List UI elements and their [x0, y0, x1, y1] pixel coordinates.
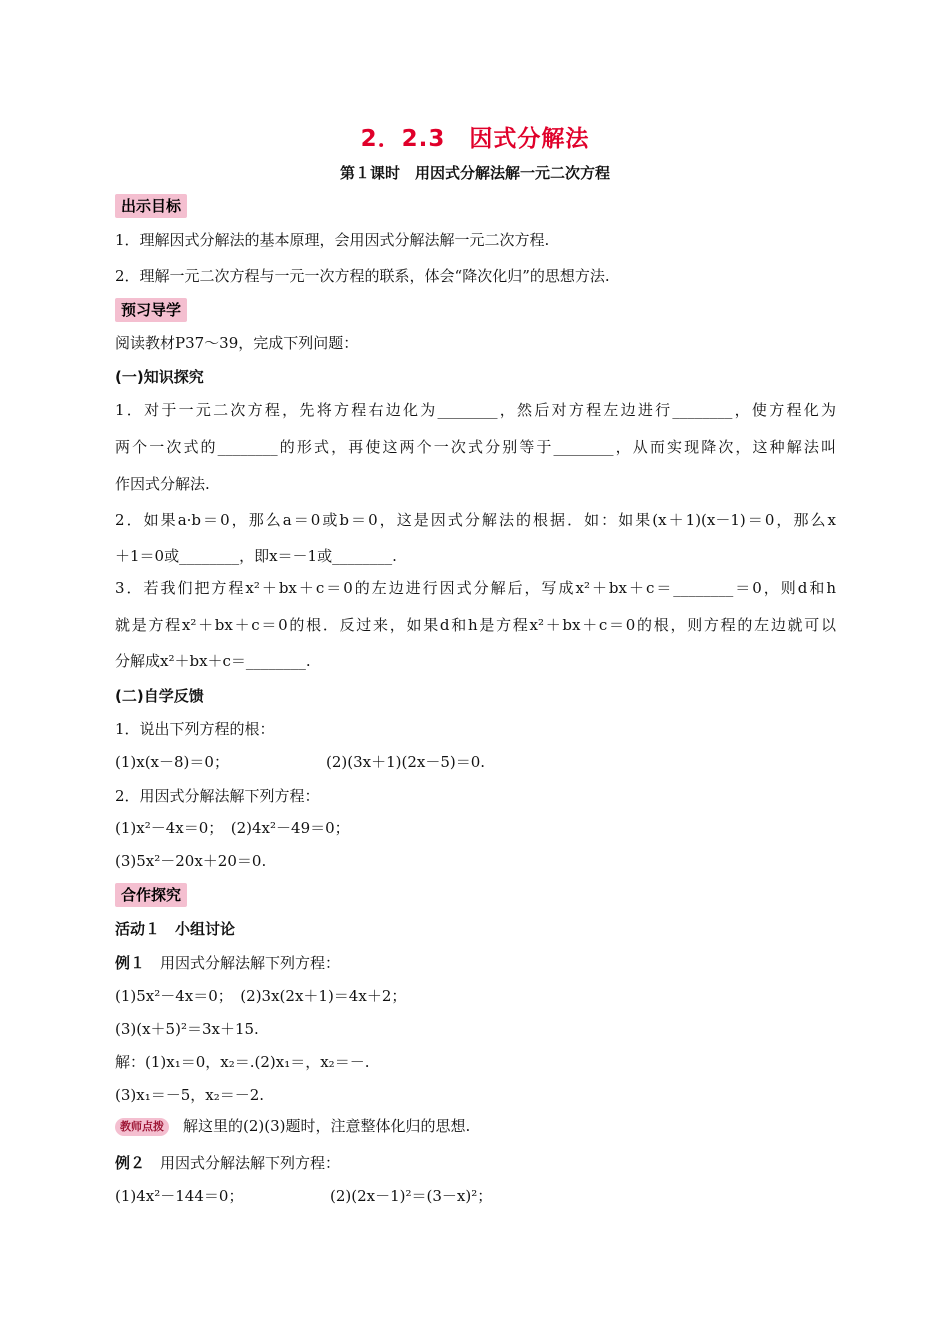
page-title: 2．2.3 因式分解法 [360, 126, 590, 152]
knowledge-q1-line: 作因式分解法. [115, 475, 210, 493]
feedback-heading: (二)自学反馈 [115, 687, 204, 705]
feedback-q2: 2．用因式分解法解下列方程： [115, 787, 320, 805]
example-2-a: (1)4x²－144＝0； [115, 1187, 244, 1205]
example-2-b: (2)(2x－1)²＝(3－x)²； [330, 1187, 493, 1205]
feedback-q2-a: (1)x²－4x＝0； (2)4x²－49＝0； [115, 819, 350, 837]
feedback-q1-a: (1)x(x－8)＝0； [115, 753, 229, 771]
knowledge-q3-line: 3．若我们把方程x²＋bx＋c＝0的左边进行因式分解后，写成x²＋bx＋c＝________＝0，则d和h [115, 579, 836, 597]
knowledge-heading: (一)知识探究 [115, 368, 204, 386]
feedback-q1-b: (2)(3x＋1)(2x－5)＝0. [326, 753, 486, 771]
example-2-text: 用因式分解法解下列方程： [145, 1154, 341, 1172]
goal-item: 2．理解一元二次方程与一元一次方程的联系，体会“降次化归”的思想方法. [115, 267, 610, 285]
knowledge-q3-line: 就是方程x²＋bx＋c＝0的根．反过来，如果d和h是方程x²＋bx＋c＝0的根，则方程的左边就可以 [115, 616, 836, 634]
feedback-q1: 1．说出下列方程的根： [115, 720, 275, 738]
example-2 [115, 1153, 340, 1173]
example-1 [115, 953, 340, 973]
example-1-b: (3)(x＋5)²＝3x＋15. [115, 1020, 259, 1038]
example-2-label: 例２ [115, 1154, 146, 1172]
example-1-text: 用因式分解法解下列方程： [145, 954, 341, 972]
feedback-q2-b: (3)5x²－20x＋20＝0. [115, 852, 267, 870]
coop-badge: 合作探究 [115, 883, 187, 907]
teacher-tip-badge: 教师点拨 [115, 1118, 169, 1136]
goals-badge: 出示目标 [115, 194, 187, 218]
example-1-a: (1)5x²－4x＝0； (2)3x(2x＋1)＝4x＋2； [115, 987, 407, 1005]
teacher-tip [115, 1116, 470, 1136]
activity-heading: 活动１ 小组讨论 [115, 920, 236, 938]
knowledge-q2-line: 2．如果a·b＝0，那么a＝0或b＝0，这是因式分解法的根据．如：如果(x＋1)(x－1)＝0，那么x [115, 511, 836, 529]
solution-line: (3)x₁＝－5，x₂＝－2. [115, 1086, 265, 1104]
knowledge-q2-line: ＋1＝0或________，即x＝－1或________. [115, 547, 397, 565]
knowledge-q1-line: 1．对于一元二次方程，先将方程右边化为________，然后对方程左边进行________，使方程化为 [115, 401, 836, 419]
knowledge-q3-line: 分解成x²＋bx＋c＝________. [115, 652, 311, 670]
lesson-subtitle: 第１课时 用因式分解法解一元二次方程 [339, 164, 610, 182]
solution-line: 解：(1)x₁＝0，x₂＝.(2)x₁＝，x₂＝－. [115, 1053, 370, 1071]
goal-item: 1．理解因式分解法的基本原理，会用因式分解法解一元二次方程. [115, 231, 550, 249]
teacher-tip-text: 解这里的(2)(3)题时，注意整体化归的思想. [183, 1117, 471, 1135]
reading-instruction: 阅读教材P37～39，完成下列问题： [115, 334, 359, 352]
knowledge-q1-line: 两个一次式的________的形式，再使这两个一次式分别等于________，从而实现降次，这种解法叫 [115, 438, 836, 456]
preview-badge: 预习导学 [115, 298, 187, 322]
example-1-label: 例１ [115, 954, 146, 972]
